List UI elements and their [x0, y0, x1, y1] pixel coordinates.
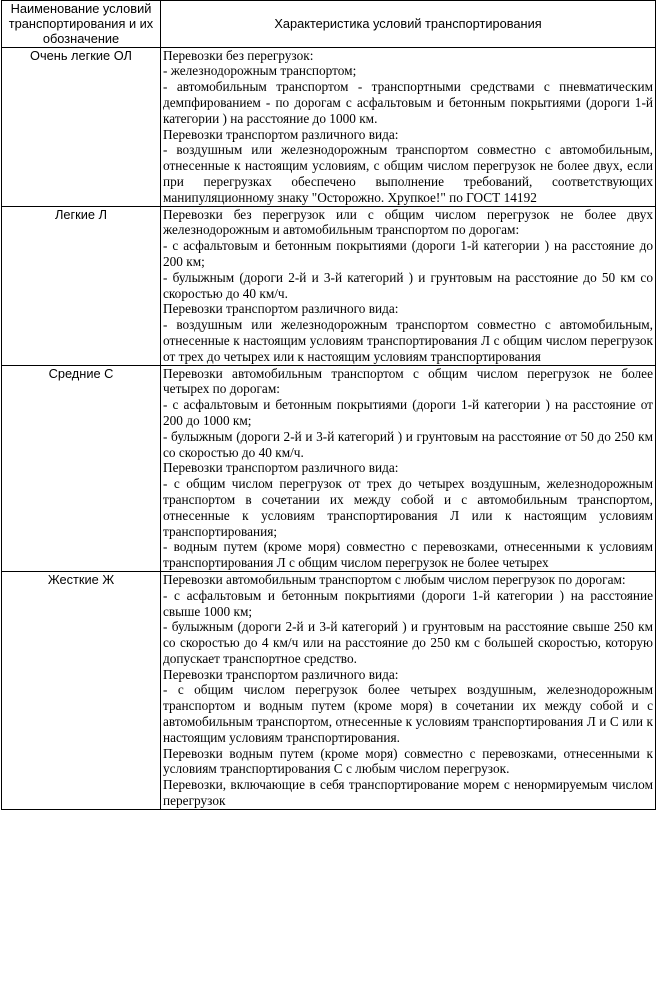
- table-row: [2, 47, 656, 206]
- description-line: - с общим числом перегрузок от трех до четырех воздушным, железнодорожным транспортом в сочетании их между собой и с автомобильным транспортом, отнесенные к условиям транспортирования Л или к настоящим условиям транспортирования;: [163, 476, 653, 539]
- description-line: Перевозки транспортом различного вида:: [163, 460, 399, 476]
- table-header-row: [2, 1, 656, 48]
- description-line: - булыжным (дороги 2-й и 3-й категорий ) и грунтовым на расстояние до 50 км со скоростью до 40 км/ч.: [163, 269, 653, 301]
- transport-conditions-table: [1, 0, 656, 810]
- table-row: [2, 206, 656, 365]
- condition-name: Очень легкие ОЛ: [2, 47, 161, 206]
- description-line: - автомобильным транспортом - транспортными средствами с пневматическим демпфированием - по дорогам с асфальтовым и бетонным покрытиями (дороги 1-й категории ) на расстояние до 1000 км.: [163, 79, 653, 126]
- description-line: - с асфальтовым и бетонным покрытиями (дороги 1-й категории ) на расстояние свыше 1000 км;: [163, 587, 653, 619]
- table-row: [2, 365, 656, 571]
- description-line: Перевозки, включающие в себя транспортирование морем с ненормируемым числом перегрузок: [163, 777, 653, 809]
- description-line: Перевозки транспортом различного вида:: [163, 126, 399, 142]
- description-line: - воздушным или железнодорожным транспортом совместно с автомобильным, отнесенные к настоящим условиям, с общим числом перегрузок не более двух, если при перегрузках обеспечено выполнение требований, соответствующих манипуляционному знаку "Осторожно. Хрупкое!" по ГОСТ 14192: [163, 142, 653, 205]
- description-line: Перевозки автомобильным транспортом с общим числом перегрузок не более четырех по дорогам:: [163, 365, 653, 397]
- description-line: - булыжным (дороги 2-й и 3-й категорий ) и грунтовым на расстояние от 50 до 250 км со скоростью до 40 км/ч.: [163, 428, 653, 460]
- description-line: - булыжным (дороги 2-й и 3-й категорий ) и грунтовым на расстояние свыше 250 км со скоростью до 4 км/ч или на расстояние до 250 км с большей скоростью, которую допускает транспортное средство.: [163, 619, 653, 666]
- description-line: Перевозки транспортом различного вида:: [163, 666, 399, 682]
- description-line: Перевозки водным путем (кроме моря) совместно с перевозками, отнесенными к условиям транспортирования С с любым числом перегрузок.: [163, 745, 653, 777]
- description-line: - воздушным или железнодорожным транспортом совместно с автомобильным, отнесенные к настоящим условиям транспортирования Л с общим числом перегрузок от трех до четырех или к настоящим условиям транспортирования: [163, 317, 653, 364]
- description-line: - с общим числом перегрузок более четырех воздушным, железнодорожным транспортом и водным путем (кроме моря) в сочетании их между собой и с автомобильным транспортом, отнесенные к условиям транспортирования Л и С или к настоящим условиям транспортирования.: [163, 682, 653, 745]
- condition-description: [161, 206, 656, 365]
- condition-description: [161, 365, 656, 571]
- condition-name: Средние С: [2, 365, 161, 571]
- description-line: Перевозки без перегрузок:: [163, 47, 314, 63]
- description-line: Перевозки автомобильным транспортом с любым числом перегрузок по дорогам:: [163, 571, 626, 587]
- condition-description: [161, 47, 656, 206]
- description-line: Перевозки без перегрузок или с общим числом перегрузок не более двух железнодорожным и автомобильным транспортом по дорогам:: [163, 206, 653, 238]
- table-row: [2, 571, 656, 809]
- description-line: - железнодорожным транспортом;: [163, 63, 357, 79]
- condition-name: Жесткие Ж: [2, 571, 161, 809]
- header-characteristic-column: Характеристика условий транспортирования: [161, 1, 656, 48]
- description-line: - с асфальтовым и бетонным покрытиями (дороги 1-й категории ) на расстояние от 200 до 1000 км;: [163, 397, 653, 428]
- description-line: - водным путем (кроме моря) совместно с перевозками, отнесенными к условиям транспортирования Л с общим числом перегрузок не более четырех: [163, 539, 653, 571]
- condition-name: Легкие Л: [2, 206, 161, 365]
- description-line: Перевозки транспортом различного вида:: [163, 301, 399, 317]
- header-name-column: Наименование условий транспортирования и их обозначение: [2, 1, 161, 48]
- condition-description: [161, 571, 656, 809]
- description-line: - с асфальтовым и бетонным покрытиями (дороги 1-й категории ) на расстояние до 200 км;: [163, 238, 653, 269]
